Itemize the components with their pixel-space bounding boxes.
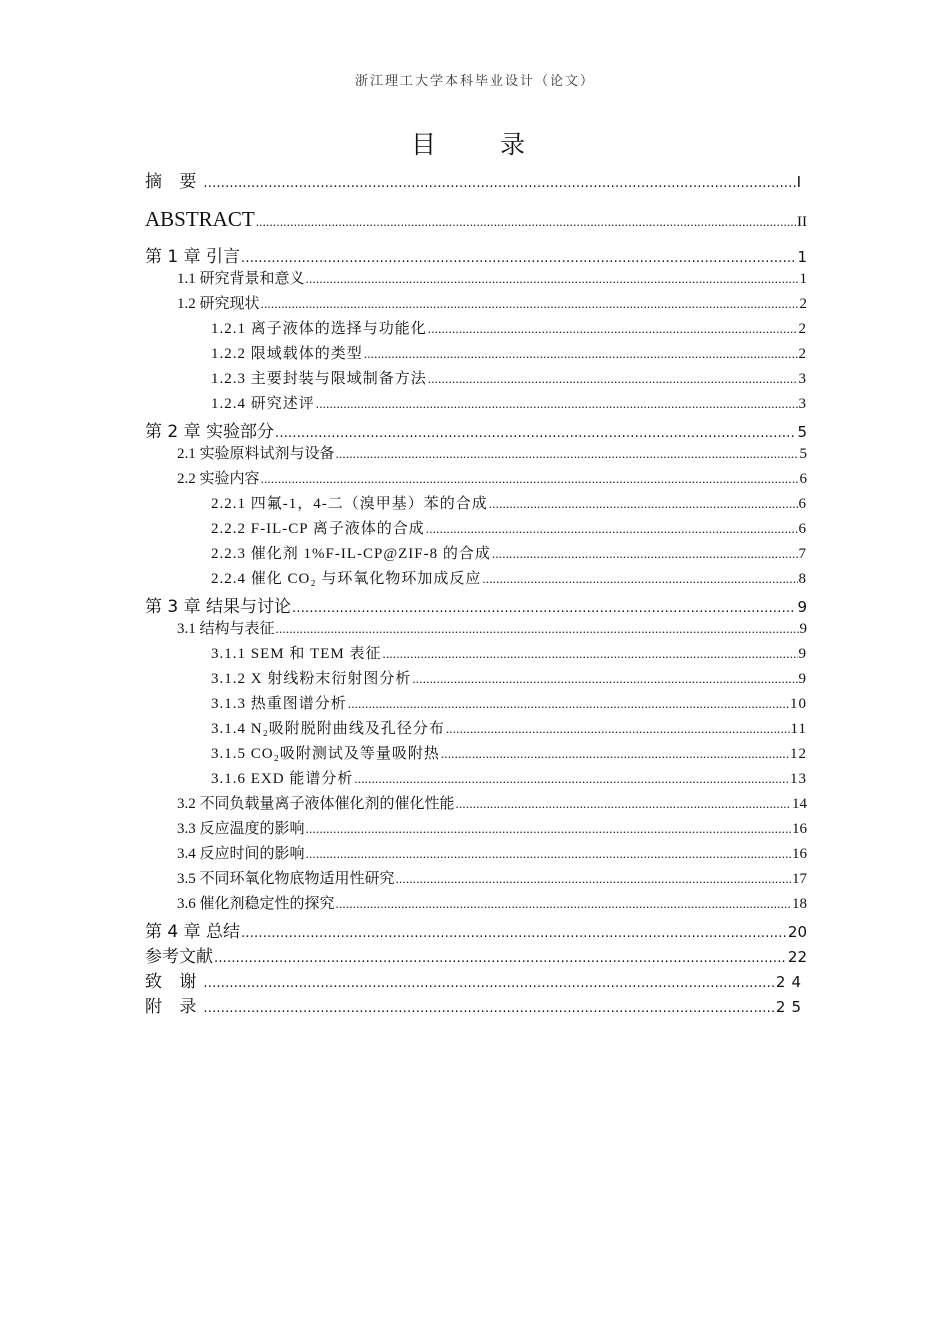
toc-entry-title: 参考文献 (145, 947, 213, 967)
dot-leader (241, 926, 787, 941)
toc-entry-page: 11 (790, 721, 807, 737)
toc-entry-title: 第 1 章 引言 (145, 247, 241, 267)
toc-entry-title: 3.3 反应温度的影响 (177, 821, 305, 837)
toc-entry-page: 2 (798, 346, 807, 362)
toc-entry-title: 2.2.2 F-IL-CP 离子液体的合成 (211, 521, 425, 537)
toc-entry[interactable] (145, 567, 807, 592)
toc-entry-page: 14 (792, 796, 807, 812)
toc-entry-title: 1.2 研究现状 (177, 296, 260, 312)
toc-entry-page: 6 (799, 471, 807, 487)
toc-entry[interactable] (145, 207, 807, 242)
toc-entry-title: 3.4 反应时间的影响 (177, 846, 305, 862)
dot-leader (203, 976, 775, 991)
toc-entry[interactable] (145, 367, 807, 392)
dot-leader (316, 396, 798, 412)
toc-entry-title: 3.6 催化剂稳定性的探究 (177, 896, 335, 912)
toc-entry-title: 2.2 实验内容 (177, 471, 260, 487)
toc-entry-page: 20 (787, 923, 807, 941)
dot-leader (489, 496, 798, 512)
dot-leader (203, 1001, 775, 1016)
toc-title: 目 录 (411, 130, 553, 159)
toc-entry-title: 附 录 (145, 997, 203, 1017)
toc-entry-title: 2.1 实验原料试剂与设备 (177, 446, 335, 462)
toc-entry[interactable] (145, 792, 807, 817)
toc-entry-page: I (796, 173, 807, 191)
toc-entry-page: 2 (799, 296, 807, 312)
toc-entry-page: II (797, 214, 807, 230)
toc-entry[interactable] (145, 742, 807, 767)
toc-entry-title: 2.2.1 四氟-1，4-二（溴甲基）苯的合成 (211, 496, 488, 512)
toc-entry-title: 3.1.5 CO₂吸附测试及等量吸附热 (211, 746, 440, 762)
toc-entry-page: 5 (799, 446, 807, 462)
dot-leader (396, 871, 791, 887)
toc-entry-title: 3.1.6 EXD 能谱分析 (211, 771, 354, 787)
dot-leader (306, 821, 791, 837)
toc-entry-title: 摘 要 (145, 172, 203, 192)
toc-entry[interactable] (145, 667, 807, 692)
toc-entry[interactable] (145, 992, 807, 1017)
table-of-contents (145, 165, 807, 1017)
toc-entry-title: 2.2.3 催化剂 1%F-IL-CP@ZIF-8 的合成 (211, 546, 491, 562)
toc-entry-page: 1 (797, 248, 807, 266)
toc-entry-page: 9 (797, 598, 807, 616)
toc-entry-page: 2 (798, 321, 807, 337)
dot-leader (336, 896, 791, 912)
dot-leader (383, 646, 798, 662)
toc-entry[interactable] (145, 542, 807, 567)
toc-entry-page: 16 (792, 846, 807, 862)
toc-entry[interactable] (145, 842, 807, 867)
dot-leader (275, 426, 796, 441)
dot-leader (261, 296, 799, 312)
toc-entry-page: 5 (797, 423, 807, 441)
dot-leader (446, 721, 790, 737)
toc-entry[interactable] (145, 692, 807, 717)
page-header: 浙江理工大学本科毕业设计（论文） (354, 73, 595, 88)
toc-entry[interactable] (145, 342, 807, 367)
toc-entry-title: 第 3 章 结果与讨论 (145, 597, 292, 617)
toc-entry-title: 2.2.4 催化 CO₂ 与环氧化物环加成反应 (211, 571, 482, 587)
toc-entry-page: 12 (790, 746, 807, 762)
toc-entry-title: 1.2.4 研究述评 (211, 396, 315, 412)
toc-entry-title: 3.1.2 X 射线粉末衍射图分析 (211, 671, 412, 687)
toc-entry-page: 17 (792, 871, 807, 887)
toc-entry-page: 13 (790, 771, 807, 787)
toc-entry-page: 9 (798, 646, 807, 662)
dot-leader (256, 214, 796, 230)
toc-entry-page: 1 (799, 271, 807, 287)
dot-leader (428, 321, 798, 337)
toc-entry[interactable] (145, 392, 807, 417)
toc-entry-title: 3.5 不同环氧化物底物适用性研究 (177, 871, 395, 887)
dot-leader (426, 521, 798, 537)
dot-leader (492, 546, 798, 562)
dot-leader (482, 571, 797, 587)
dot-leader (354, 771, 789, 787)
toc-entry[interactable] (145, 317, 807, 342)
toc-entry-title: 3.1 结构与表征 (177, 621, 275, 637)
dot-leader (261, 471, 799, 487)
toc-entry[interactable] (145, 292, 807, 317)
toc-entry[interactable] (145, 617, 807, 642)
dot-leader (456, 796, 791, 812)
toc-entry[interactable] (145, 442, 807, 467)
dot-leader (441, 746, 789, 762)
toc-entry-page: 8 (798, 571, 807, 587)
toc-entry[interactable] (145, 892, 807, 917)
toc-entry[interactable] (145, 267, 807, 292)
dot-leader (214, 951, 787, 966)
toc-entry-page: 22 (787, 948, 807, 966)
dot-leader (336, 446, 799, 462)
toc-entry[interactable] (145, 867, 807, 892)
toc-entry-page: 6 (798, 521, 807, 537)
toc-entry-page: 9 (798, 671, 807, 687)
toc-entry[interactable] (145, 967, 807, 992)
toc-entry[interactable] (145, 917, 807, 942)
toc-entry[interactable] (145, 417, 807, 442)
toc-entry-title: 第 4 章 总结 (145, 922, 241, 942)
toc-entry-page: 16 (792, 821, 807, 837)
dot-leader (364, 346, 798, 362)
toc-entry-page: 25 (775, 998, 807, 1016)
dot-leader (203, 176, 795, 191)
toc-entry-page: 3 (798, 371, 807, 387)
toc-entry-title: 3.1.3 热重图谱分析 (211, 696, 347, 712)
toc-entry-title: 1.1 研究背景和意义 (177, 271, 305, 287)
dot-leader (241, 251, 796, 266)
toc-entry-page: 7 (798, 546, 807, 562)
dot-leader (306, 846, 791, 862)
toc-entry-title: 致 谢 (145, 972, 203, 992)
toc-entry-title: 1.2.3 主要封装与限域制备方法 (211, 371, 427, 387)
dot-leader (306, 271, 799, 287)
toc-entry[interactable] (145, 817, 807, 842)
toc-entry-page: 18 (792, 896, 807, 912)
toc-entry[interactable] (145, 767, 807, 792)
toc-entry[interactable] (145, 242, 807, 267)
toc-entry[interactable] (145, 492, 807, 517)
toc-entry-title: 3.1.1 SEM 和 TEM 表征 (211, 646, 382, 662)
dot-leader (348, 696, 789, 712)
toc-entry[interactable] (145, 165, 807, 203)
toc-entry[interactable] (145, 592, 807, 617)
toc-entry-page: 6 (798, 496, 807, 512)
dot-leader (292, 601, 796, 616)
toc-entry-page: 9 (799, 621, 807, 637)
toc-entry-title: ABSTRACT (145, 207, 255, 231)
toc-entry-title: 3.2 不同负载量离子液体催化剂的催化性能 (177, 796, 455, 812)
toc-entry[interactable] (145, 467, 807, 492)
toc-entry[interactable] (145, 642, 807, 667)
toc-entry-title: 1.2.1 离子液体的选择与功能化 (211, 321, 427, 337)
toc-entry-page: 3 (798, 396, 807, 412)
toc-entry-title: 第 2 章 实验部分 (145, 422, 275, 442)
dot-leader (276, 621, 799, 637)
toc-entry-title: 3.1.4 N₂吸附脱附曲线及孔径分布 (211, 721, 445, 737)
toc-entry-page: 10 (790, 696, 807, 712)
toc-entry-title: 1.2.2 限域载体的类型 (211, 346, 363, 362)
toc-entry[interactable] (145, 517, 807, 542)
dot-leader (428, 371, 798, 387)
toc-entry-page: 24 (775, 973, 807, 991)
dot-leader (412, 671, 797, 687)
toc-entry[interactable] (145, 942, 807, 967)
toc-entry[interactable] (145, 717, 807, 742)
